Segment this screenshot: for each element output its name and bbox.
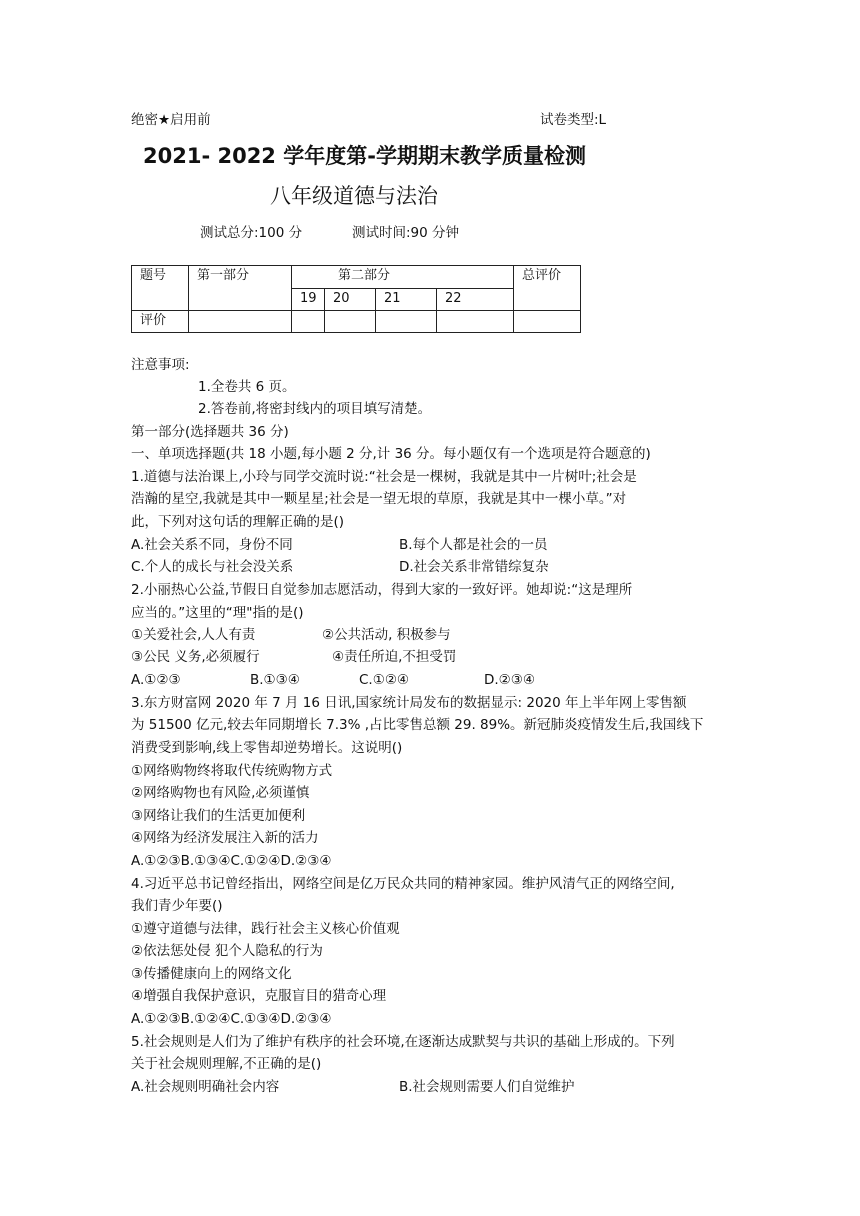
q5-option-a: A.社会规则明确社会内容 [131,1079,280,1095]
q1-option-b: B.每个人都是社会的一员 [399,537,548,553]
table-header-total: 总评价 [514,266,581,311]
q3-options: A.①②③B.①③④C.①②④D.②③④ [131,853,332,869]
q4-line: ③传播健康向上的网络文化 [131,966,292,982]
q1-option-c: C.个人的成长与社会没关系 [131,559,294,575]
secret-label: 绝密★启用前 [131,112,211,128]
q4-line: ④增强自我保护意识，克服盲目的猎奇心理 [131,988,387,1004]
table-row-eval: 评价 [132,311,189,333]
part1-heading: 第一部分(选择题共 36 分) [131,424,289,440]
q5-option-b: B.社会规则需要人们自觉维护 [399,1079,575,1095]
q2-statement: ③公民 义务,必须履行 [131,649,260,665]
table-header-part2: 第二部分 [292,266,514,289]
q3-line: 消费受到影响,线上零售却逆势增长。这说明() [131,740,403,756]
q3-line: ②网络购物也有风险,必须谨慎 [131,785,310,801]
q2-statement: ④责任所迫,不担受罚 [332,649,457,665]
table-cell [376,311,437,333]
q3-line: 3.东方财富网 2020 年 7 月 16 日讯,国家统计局发布的数据显示: 2020 年上半年网上零售额 [131,695,687,711]
section-instructions: 一、单项选择题(共 18 小题,每小题 2 分,计 36 分。每小题仅有一个选项是符合题意的) [131,446,651,462]
q1-option-a: A.社会关系不同，身份不同 [131,537,293,553]
q3-line: ①网络购物终将取代传统购物方式 [131,763,333,779]
exam-title: 2021- 2022 学年度第-学期期末教学质量检测 [143,144,586,168]
table-cell [325,311,376,333]
q2-option-a: A.①②③ [131,672,181,688]
q2-line: 2.小丽热心公益,节假日自觉参加志愿活动，得到大家的一致好评。她却说:“这是理所 [131,582,633,598]
q3-line: ③网络让我们的生活更加便利 [131,808,306,824]
note-item: 2.答卷前,将密封线内的项目填写清楚。 [198,401,432,417]
table-sub-number: 20 [325,288,376,311]
q2-option-c: C.①②④ [359,672,410,688]
q2-statement: ①关爱社会,人人有责 [131,627,256,643]
q1-line: 此，下列对这句话的理解正确的是() [131,514,345,530]
q5-line: 关于社会规则理解,不正确的是() [131,1056,322,1072]
q4-line: 我们青少年要() [131,898,223,914]
q2-option-d: D.②③④ [484,672,535,688]
table-header-part1: 第一部分 [189,266,292,311]
table-cell [292,311,325,333]
table-cell [514,311,581,333]
q3-line: 为 51500 亿元,较去年同期增长 7.3% ,占比零售总额 29. 89%。新冠肺炎疫情发生后,我国线下 [131,717,704,733]
table-cell [189,311,292,333]
table-cell [437,311,514,333]
q1-option-d: D.社会关系非常错综复杂 [399,559,549,575]
q2-option-b: B.①③④ [250,672,300,688]
subject-title: 八年级道德与法治 [270,184,438,208]
q5-line: 5.社会规则是人们为了维护有秩序的社会环境,在逐渐达成默契与共识的基础上形成的。下列 [131,1034,675,1050]
q2-line: 应当的。”这里的“理"指的是() [131,605,304,621]
total-score: 测试总分:100 分 [200,225,303,241]
q4-options: A.①②③B.①②④C.①③④D.②③④ [131,1011,332,1027]
note-item: 1.全卷共 6 页。 [198,379,296,395]
paper-type-label: 试卷类型:L [540,112,607,128]
table-sub-number: 19 [292,288,325,311]
q1-line: 浩瀚的星空,我就是其中一颗星星;社会是一望无垠的草原，我就是其中一棵小草。”对 [131,491,627,507]
q1-line: 1.道德与法治课上,小玲与同学交流时说:“社会是一棵树，我就是其中一片树叶;社会是 [131,469,637,485]
q4-line: ②依法惩处侵 犯个人隐私的行为 [131,943,323,959]
test-duration: 测试时间:90 分钟 [352,225,460,241]
notes-heading: 注意事项: [131,357,190,373]
q4-line: 4.习近平总书记曾经指出，网络空间是亿万民众共同的精神家园。维护风清气正的网络空间, [131,876,675,892]
q2-statement: ②公共活动, 积极参与 [322,627,451,643]
q3-line: ④网络为经济发展注入新的活力 [131,830,319,846]
table-sub-number: 21 [376,288,437,311]
score-table [131,265,581,333]
table-header-question: 题号 [132,266,189,311]
table-sub-number: 22 [437,288,514,311]
q4-line: ①遵守道德与法律，践行社会主义核心价值观 [131,921,400,937]
